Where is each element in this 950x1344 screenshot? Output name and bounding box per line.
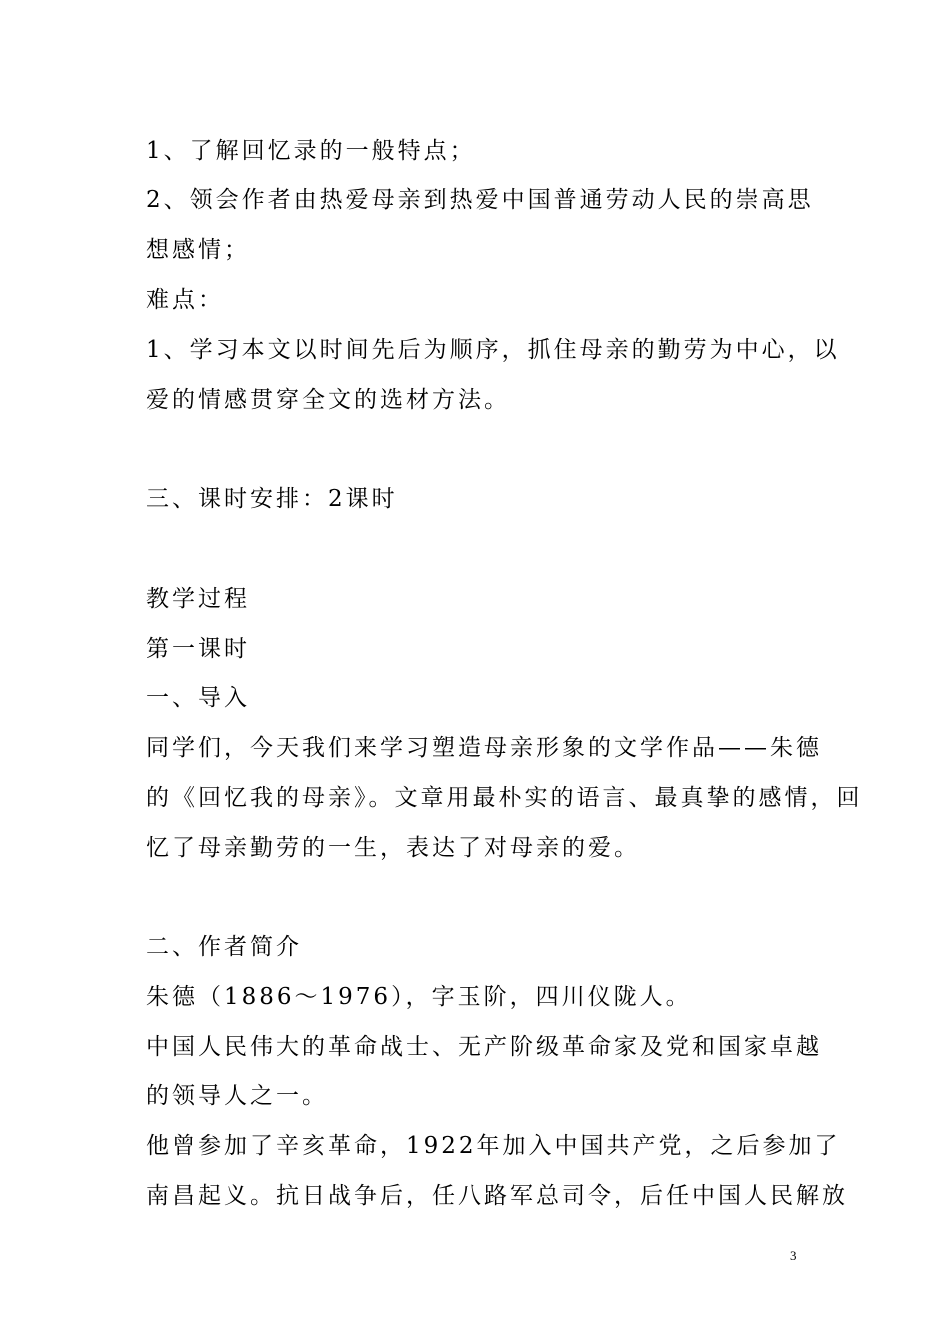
- text-line: 2、领会作者由热爱母亲到热爱中国普通劳动人民的崇高思: [146, 187, 814, 213]
- section-heading-intro: 一、导入: [146, 685, 250, 711]
- text-line: 朱德（1886～1976），字玉阶，四川仪陇人。: [146, 984, 692, 1010]
- text-line: 他曾参加了辛亥革命，1922年加入中国共产党，之后参加了: [146, 1133, 841, 1159]
- text-line: 忆了母亲勤劳的一生，表达了对母亲的爱。: [146, 835, 640, 861]
- lesson-heading: 第一课时: [146, 636, 250, 662]
- section-heading-process: 教学过程: [146, 586, 250, 612]
- text-line: 的领导人之一。: [146, 1083, 328, 1109]
- text-line: 想感情；: [146, 237, 250, 263]
- text-line: 1、学习本文以时间先后为顺序，抓住母亲的勤劳为中心，以: [146, 337, 840, 363]
- text-line: 同学们，今天我们来学习塑造母亲形象的文学作品——朱德: [146, 735, 822, 761]
- section-heading-schedule: 三、课时安排：2课时: [146, 486, 398, 512]
- section-heading-author: 二、作者简介: [146, 934, 302, 960]
- text-line: 中国人民伟大的革命战士、无产阶级革命家及党和国家卓越: [146, 1034, 822, 1060]
- text-line: 爱的情感贯穿全文的选材方法。: [146, 387, 510, 413]
- page-number: 3: [790, 1248, 797, 1263]
- text-line: 1、了解回忆录的一般特点；: [146, 138, 476, 164]
- text-line: 的《回忆我的母亲》。文章用最朴实的语言、最真挚的感情，回: [146, 785, 863, 811]
- text-line: 南昌起义。抗日战争后，任八路军总司令，后任中国人民解放: [146, 1183, 848, 1209]
- section-heading-difficulty: 难点：: [146, 287, 224, 313]
